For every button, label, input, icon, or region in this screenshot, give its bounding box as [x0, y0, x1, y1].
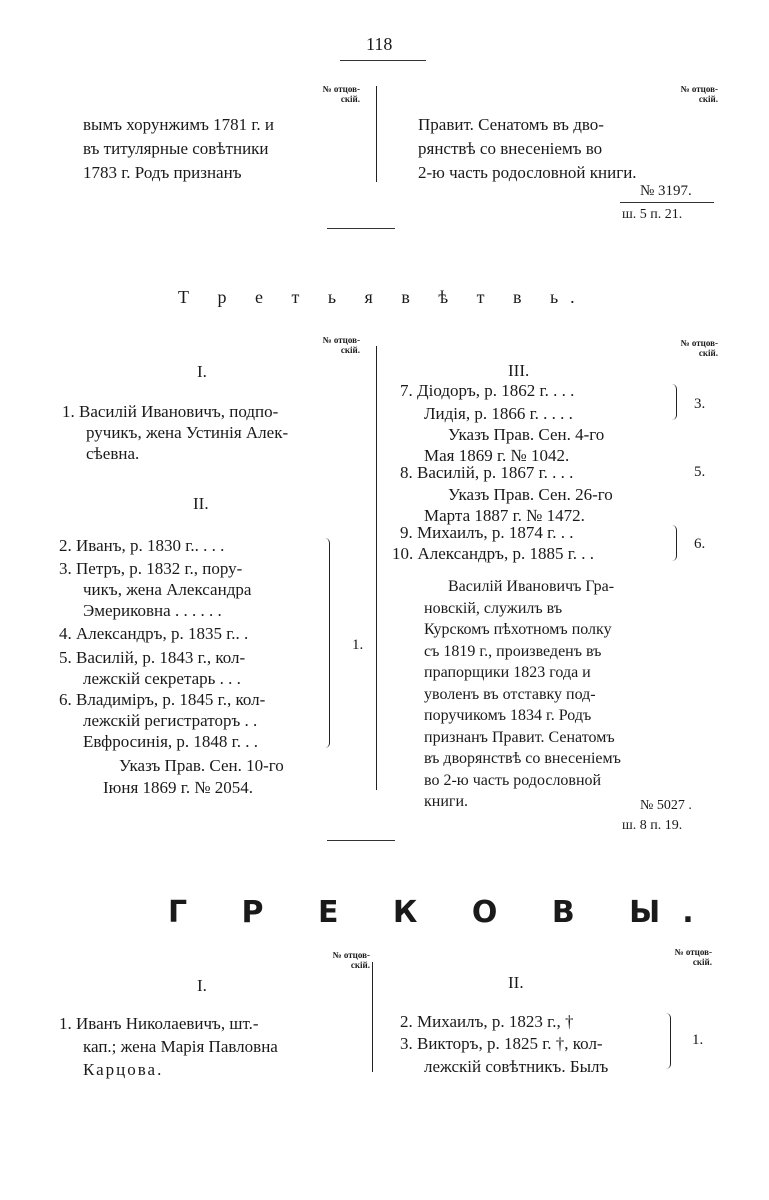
top-right-text [418, 113, 637, 185]
column-divider [376, 346, 377, 790]
text-line: прапорщики 1823 года и [424, 664, 591, 681]
group-brace [672, 525, 677, 561]
text-line: поручикомъ 1834 г. Родъ [424, 707, 592, 724]
column-label-line: скій. [698, 348, 718, 358]
text-line: въ дворянствѣ со внесеніемъ [424, 750, 621, 767]
ukaz-note [103, 755, 284, 799]
text-line: рянствѣ со внесеніемъ во [418, 139, 603, 158]
column-divider [372, 962, 373, 1072]
father-number: 1. [352, 637, 364, 653]
header-rule [340, 60, 426, 61]
family-title: Г Р Е К О В Ы. [168, 895, 716, 930]
top-ref-no: № 3197. [640, 183, 692, 199]
text-line: новскій, служилъ въ [424, 599, 563, 617]
text-line: въ титулярные совѣтники [83, 139, 269, 158]
column-label-line: № отцов- [680, 84, 718, 94]
group-brace [666, 1013, 671, 1069]
top-ref-sh: ш. 5 п. 21. [622, 207, 683, 222]
ukaz-note [424, 424, 604, 466]
group-brace [672, 384, 677, 420]
text-line: 2-ю часть родословной книги. [418, 163, 637, 182]
top-left-text [83, 113, 274, 185]
father-number: 6. [694, 536, 706, 552]
entry-1 [62, 401, 288, 464]
text-line: 1. Василій Ивановичъ, подпо- [62, 402, 279, 421]
group-brace [325, 538, 330, 748]
entry-3 [400, 1032, 608, 1078]
column-label-line: № отцов- [322, 84, 360, 94]
text-line: съ 1819 г., произведенъ въ [424, 642, 602, 660]
entry-2: 2. Михаилъ, р. 1823 г., † [400, 1012, 574, 1031]
text-line: Марта 1887 г. № 1472. [424, 506, 585, 525]
entry-6 [59, 689, 265, 752]
column-label-line: № отцов- [332, 950, 370, 960]
entry-7: 7. Діодоръ, р. 1862 г. . . . [400, 381, 575, 400]
text-line: Указъ Прав. Сен. 26-го [448, 485, 613, 504]
column-label [666, 84, 718, 104]
entry-5 [59, 647, 245, 689]
entry-7-sibling: Лидія, р. 1866 г. . . . . [424, 404, 573, 423]
text-line: 3. Викторъ, р. 1825 г. †, кол- [400, 1034, 603, 1053]
text-line: Эмериковна . . . . . . [83, 601, 222, 620]
father-number: 3. [694, 396, 706, 412]
text-line: 1. Иванъ Николаевичъ, шт.- [59, 1014, 259, 1033]
text-line: уволенъ въ отставку под- [424, 685, 596, 703]
text-line: Мая 1869 г. № 1042. [424, 446, 570, 465]
entry-10: 10. Александръ, р. 1885 г. . . [392, 544, 595, 563]
text-line: Іюня 1869 г. № 2054. [103, 778, 254, 797]
text-line: признанъ Правит. Сенатомъ [424, 728, 615, 746]
text-line: лежскій секретарь . . . [83, 669, 241, 688]
entry-1 [59, 1012, 278, 1081]
text-line: Карцова. [83, 1060, 164, 1079]
column-label-line: скій. [692, 957, 712, 967]
entry-4: 4. Александръ, р. 1835 г.. . [59, 624, 249, 643]
entry-8: 8. Василій, р. 1867 г. . . . [400, 463, 574, 482]
column-label-line: скій. [698, 94, 718, 104]
column-label-line: скій. [340, 345, 360, 355]
column-label [660, 947, 712, 967]
text-line: 5. Василій, р. 1843 г., кол- [59, 648, 246, 667]
text-line: Указъ Прав. Сен. 10-го [119, 756, 284, 775]
page-number: 118 [366, 34, 393, 54]
father-number: 5. [694, 464, 706, 480]
column-label [666, 338, 718, 358]
section-rule [327, 228, 395, 229]
entry-2: 2. Иванъ, р. 1830 г.. . . . [59, 536, 225, 555]
text-line: лежскій совѣтникъ. Былъ [424, 1057, 609, 1076]
column-label [318, 950, 370, 970]
text-line: во 2-ю часть родословной [424, 771, 602, 789]
ref-rule [620, 202, 714, 203]
text-line: Указъ Прав. Сен. 4-го [448, 425, 605, 444]
column-divider [376, 86, 377, 182]
text-line: ручикъ, жена Устинія Алек- [86, 423, 289, 442]
column-label-line: № отцов- [322, 335, 360, 345]
text-line: чикъ, жена Александра [83, 580, 252, 599]
column-label-line: скій. [350, 960, 370, 970]
ukaz-note [424, 484, 613, 526]
section-rule [327, 840, 395, 841]
text-line: Правит. Сенатомъ въ дво- [418, 115, 604, 134]
father-number: 1. [692, 1032, 704, 1048]
column-label [318, 335, 360, 355]
generation-label: I. [197, 362, 207, 381]
text-line: Василій Ивановичъ Гра- [448, 578, 615, 595]
section-title: Т р е т ь я в ѣ т в ь. [178, 287, 587, 307]
ref-no: № 5027 . [640, 798, 692, 813]
column-label-line: № отцов- [680, 338, 718, 348]
generation-label: II. [508, 973, 524, 992]
text-line: Евфросинія, р. 1848 г. . . [83, 732, 258, 751]
entry-9: 9. Михаилъ, р. 1874 г. . . [400, 523, 574, 542]
text-line: вымъ хорунжимъ 1781 г. и [83, 115, 275, 134]
generation-label: I. [197, 976, 207, 995]
text-line: Курскомъ пѣхотномъ полку [424, 621, 612, 638]
column-label-line: № отцов- [674, 947, 712, 957]
column-label-line: скій. [340, 94, 360, 104]
entry-3 [59, 558, 251, 621]
text-line: лежскій регистраторъ . . [83, 711, 258, 730]
text-line: сѣевна. [86, 444, 140, 463]
text-line: 3. Петръ, р. 1832 г., пору- [59, 559, 243, 578]
ref-sh: ш. 8 п. 19. [622, 818, 683, 833]
text-line: кап.; жена Марія Павловна [83, 1037, 278, 1056]
text-line: 6. Владиміръ, р. 1845 г., кол- [59, 690, 266, 709]
text-line: книги. [424, 793, 469, 810]
biography-paragraph [424, 576, 621, 813]
column-label [318, 84, 360, 104]
generation-label: III. [508, 361, 530, 380]
generation-label: II. [193, 494, 209, 513]
text-line: 1783 г. Родъ признанъ [83, 163, 242, 182]
